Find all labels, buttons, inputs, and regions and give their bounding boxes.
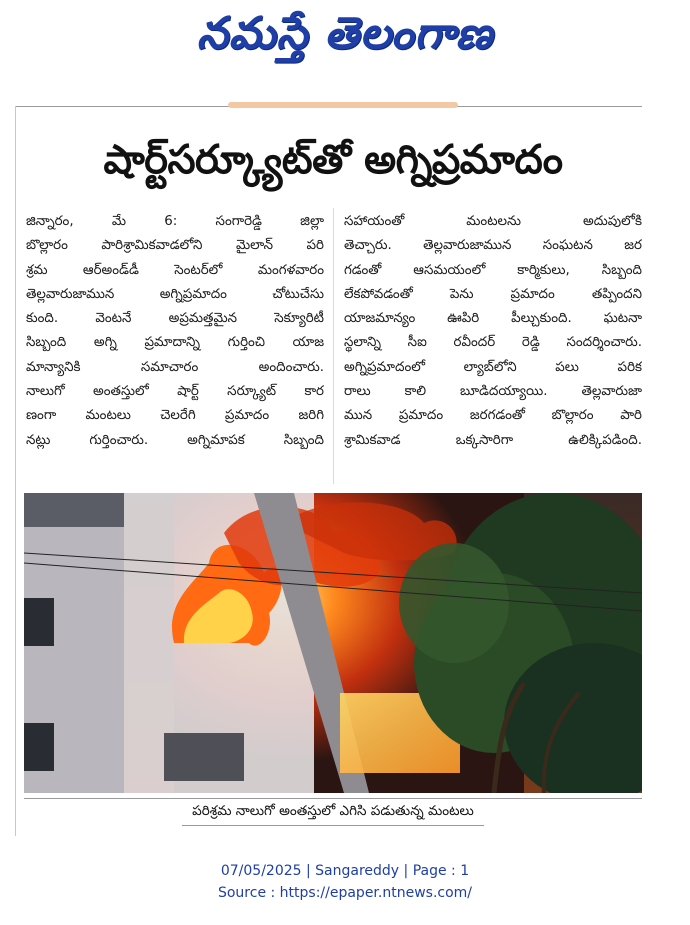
body-line: రాలు కాలి బూడిదయ్యాయి. తెల్లవారుజా [344,384,642,400]
body-line: స్థలాన్ని సీఐ రవీందర్ రెడ్డి సందర్శించారు. [344,335,642,351]
photo-caption-bar [24,798,642,829]
body-line: సిబ్బంది అగ్ని ప్రమాదాన్ని గుర్తించి యాజ [26,335,324,351]
header-accent-bar [228,102,458,108]
body-line: మాన్యానికి సమాచారం అందించారు. [26,359,324,375]
photo-caption: పరిశ్రమ నాలుగో అంతస్తులో ఎగిసి పడుతున్న మంటలు [182,799,484,826]
footer-edition-info: 07/05/2025 | Sangareddy | Page : 1 [220,863,470,879]
body-line: జిన్నారం, మే 6: సంగారెడ్డి జిల్లా [26,214,324,229]
article-headline: షార్ట్‌సర్క్యూట్‌తో అగ్నిప్రమాదం [103,137,563,183]
body-line: లేకపోవడంతో పెను ప్రమాదం తప్పిందని [344,286,642,302]
body-line: తెచ్చారు. తెల్లవారుజామున సంఘటన జర [344,238,642,254]
body-line: నట్లు గుర్తించారు. అగ్నిమాపక సిబ్బంది [26,432,324,448]
body-line: అగ్నిప్రమాదంలో ల్యాబ్‌లోని పలు పరిక [344,359,642,375]
body-line: శ్రమ ఆర్‌అండ్‌డీ సెంటర్‌లో మంగళవారం [26,262,324,278]
footer-source: Source : https://epaper.ntnews.com/ [217,885,473,901]
body-line: మున ప్రమాదం జరగడంతో బొల్లారం పారి [344,408,642,424]
body-line: నాలుగో అంతస్తులో షార్ట్ సర్క్యూట్ కార [26,384,324,400]
body-line: బొల్లారం పారిశ్రామికవాడలోని మైలాన్ పరి [26,238,324,254]
body-line: యాజమాన్యం ఊపిరి పీల్చుకుంది. ఘటనా [344,311,642,327]
body-line: తెల్లవారుజామున అగ్నిప్రమాదం చోటుచేసు [26,286,324,302]
body-line: శ్రామికవాడ ఒక్కసారిగా ఉలిక్కిపడింది. [344,432,642,448]
body-line: కుంది. వెంటనే అప్రమత్తమైన సెక్యూరిటీ [26,311,324,327]
article-body-left-column [26,210,324,453]
newspaper-logo: నమస్తే తెలంగాణ [196,8,494,59]
body-line: సహాయంతో మంటలను అదుపులోకి [344,214,642,229]
page-footer [0,860,690,904]
article-body-right-column [344,210,642,453]
left-border [15,106,16,836]
column-divider [333,208,334,484]
masthead [0,0,690,78]
fire-photo [24,493,642,793]
body-line: గడంతో ఆసమయంలో కార్మికులు, సిబ్బంది [344,262,642,278]
body-line: ణంగా మంటలు చెలరేగి ప్రమాదం జరిగి [26,408,324,424]
